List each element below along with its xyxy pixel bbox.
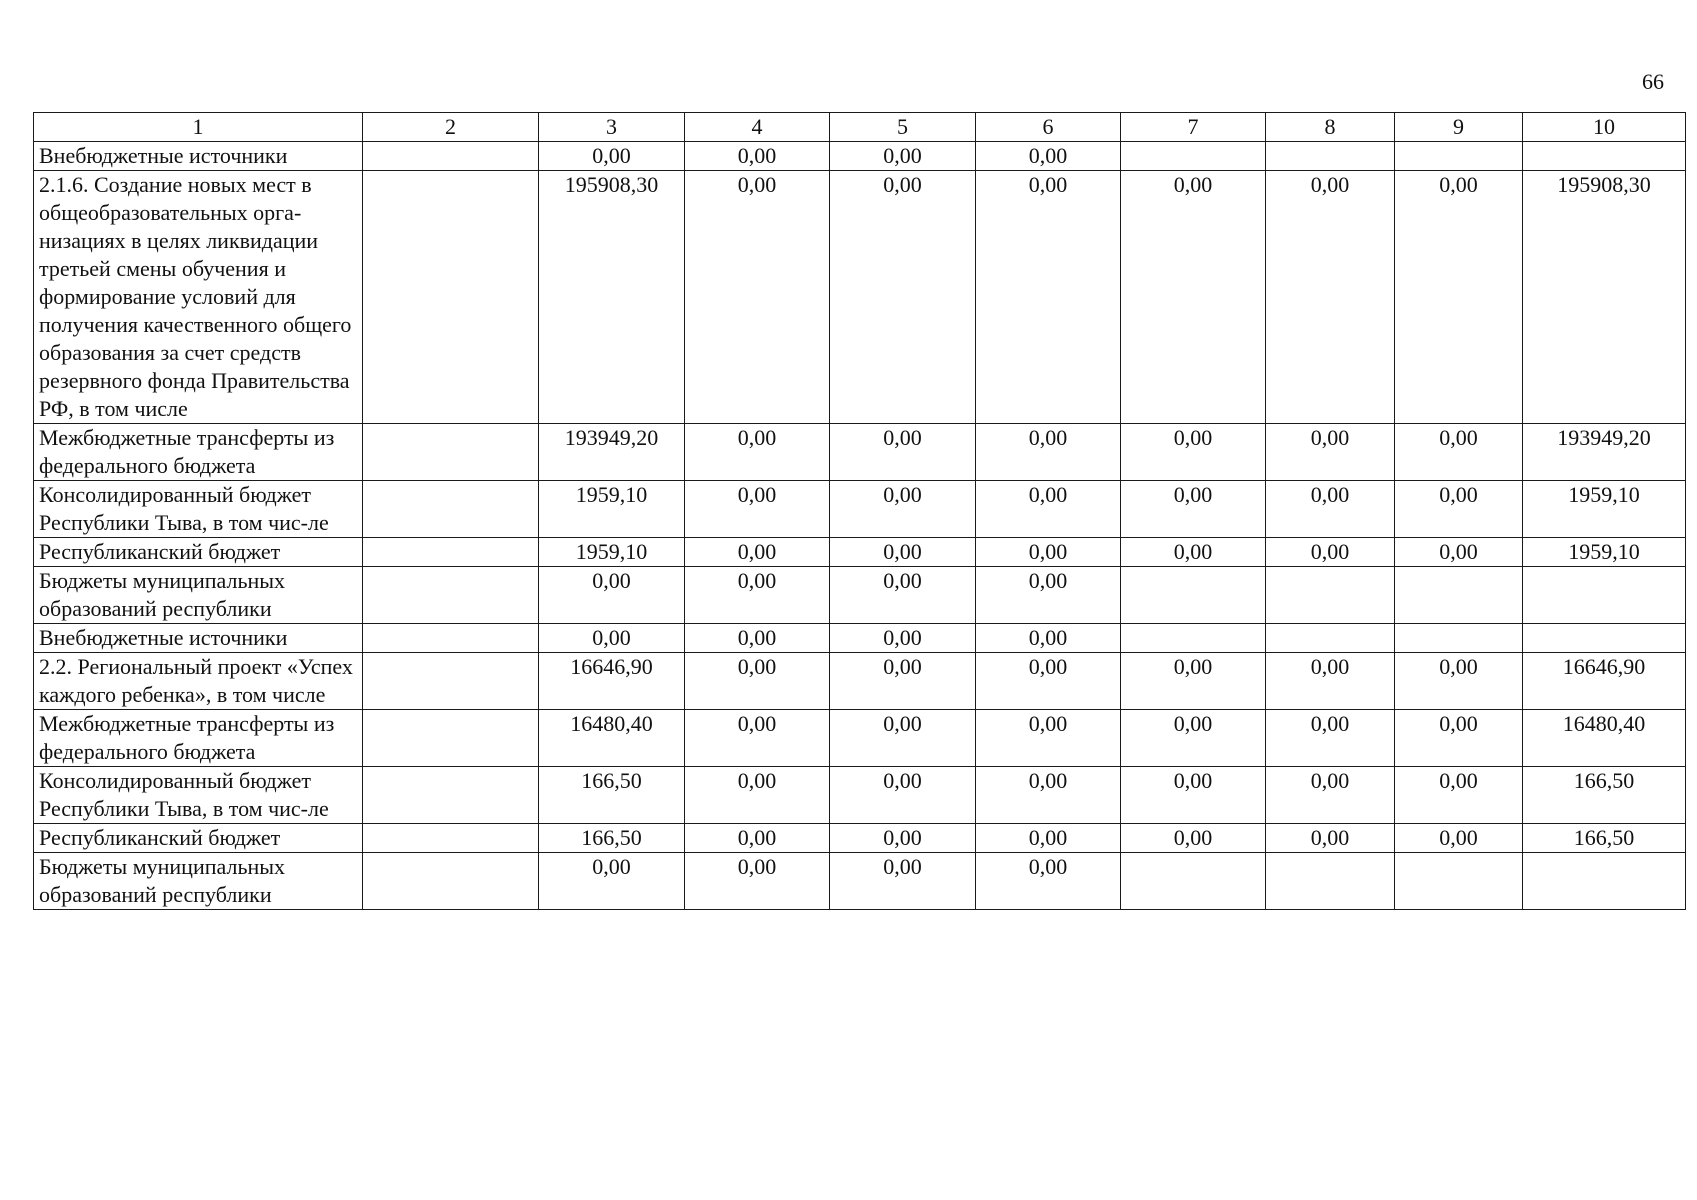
value-cell: 166,50	[539, 824, 685, 853]
value-cell: 0,00	[976, 824, 1121, 853]
column-2-cell	[363, 653, 539, 710]
table-row	[34, 142, 1686, 171]
value-cell: 0,00	[1121, 824, 1266, 853]
value-cell: 0,00	[1266, 710, 1395, 767]
value-cell: 195908,30	[1523, 171, 1686, 424]
value-cell: 1959,10	[1523, 538, 1686, 567]
value-cell: 0,00	[1121, 481, 1266, 538]
column-number-row	[34, 113, 1686, 142]
column-number: 2	[363, 113, 539, 142]
value-cell: 0,00	[685, 142, 830, 171]
value-cell: 0,00	[685, 424, 830, 481]
value-cell	[1121, 624, 1266, 653]
value-cell: 0,00	[1266, 481, 1395, 538]
row-name-cell: Межбюджетные трансферты из федерального бюджета	[34, 710, 363, 767]
value-cell: 193949,20	[1523, 424, 1686, 481]
table-row	[34, 171, 1686, 424]
column-number: 9	[1395, 113, 1523, 142]
value-cell: 0,00	[685, 767, 830, 824]
value-cell	[1121, 142, 1266, 171]
column-2-cell	[363, 710, 539, 767]
table-row	[34, 624, 1686, 653]
value-cell: 0,00	[1266, 767, 1395, 824]
row-name-cell: Республиканский бюджет	[34, 538, 363, 567]
value-cell: 0,00	[539, 142, 685, 171]
value-cell	[1395, 142, 1523, 171]
value-cell: 0,00	[830, 142, 976, 171]
value-cell: 0,00	[685, 481, 830, 538]
value-cell: 0,00	[830, 171, 976, 424]
table-row	[34, 481, 1686, 538]
value-cell	[1395, 567, 1523, 624]
column-2-cell	[363, 767, 539, 824]
value-cell: 0,00	[830, 710, 976, 767]
value-cell: 0,00	[685, 171, 830, 424]
value-cell: 0,00	[1395, 824, 1523, 853]
value-cell: 0,00	[539, 853, 685, 910]
column-2-cell	[363, 824, 539, 853]
value-cell: 0,00	[830, 653, 976, 710]
column-number: 3	[539, 113, 685, 142]
value-cell: 166,50	[1523, 767, 1686, 824]
column-2-cell	[363, 624, 539, 653]
value-cell	[1523, 624, 1686, 653]
value-cell: 0,00	[1121, 767, 1266, 824]
value-cell: 0,00	[1121, 171, 1266, 424]
column-2-cell	[363, 142, 539, 171]
value-cell: 16480,40	[539, 710, 685, 767]
value-cell: 0,00	[1266, 653, 1395, 710]
value-cell: 0,00	[830, 567, 976, 624]
value-cell: 1959,10	[1523, 481, 1686, 538]
value-cell: 0,00	[976, 424, 1121, 481]
value-cell: 166,50	[539, 767, 685, 824]
value-cell: 166,50	[1523, 824, 1686, 853]
value-cell: 0,00	[830, 853, 976, 910]
value-cell: 0,00	[976, 653, 1121, 710]
column-number: 4	[685, 113, 830, 142]
value-cell: 0,00	[1395, 481, 1523, 538]
value-cell	[1395, 853, 1523, 910]
column-2-cell	[363, 567, 539, 624]
column-number: 5	[830, 113, 976, 142]
value-cell: 195908,30	[539, 171, 685, 424]
value-cell: 0,00	[1121, 538, 1266, 567]
row-name-cell: Внебюджетные источники	[34, 142, 363, 171]
column-2-cell	[363, 538, 539, 567]
value-cell: 0,00	[976, 767, 1121, 824]
value-cell: 0,00	[685, 538, 830, 567]
value-cell	[1523, 142, 1686, 171]
value-cell: 0,00	[830, 824, 976, 853]
column-number: 6	[976, 113, 1121, 142]
value-cell: 0,00	[1266, 824, 1395, 853]
value-cell: 16646,90	[1523, 653, 1686, 710]
value-cell: 0,00	[1395, 767, 1523, 824]
value-cell: 0,00	[1395, 653, 1523, 710]
column-2-cell	[363, 481, 539, 538]
value-cell: 0,00	[976, 171, 1121, 424]
value-cell: 0,00	[539, 624, 685, 653]
value-cell: 0,00	[976, 538, 1121, 567]
value-cell: 0,00	[830, 481, 976, 538]
column-2-cell	[363, 853, 539, 910]
row-name-cell: Внебюджетные источники	[34, 624, 363, 653]
value-cell: 0,00	[830, 424, 976, 481]
table-row	[34, 538, 1686, 567]
value-cell	[1121, 853, 1266, 910]
column-number: 10	[1523, 113, 1686, 142]
value-cell: 193949,20	[539, 424, 685, 481]
value-cell	[1395, 624, 1523, 653]
table-row	[34, 767, 1686, 824]
row-name-cell: 2.2. Региональный проект «Успех каждого ребенка», в том числе	[34, 653, 363, 710]
value-cell: 0,00	[976, 710, 1121, 767]
table-row	[34, 824, 1686, 853]
value-cell: 0,00	[830, 624, 976, 653]
value-cell: 0,00	[685, 567, 830, 624]
value-cell: 0,00	[976, 142, 1121, 171]
value-cell: 0,00	[1121, 653, 1266, 710]
column-number: 7	[1121, 113, 1266, 142]
value-cell: 0,00	[976, 624, 1121, 653]
table-row	[34, 424, 1686, 481]
value-cell: 0,00	[1121, 710, 1266, 767]
column-2-cell	[363, 424, 539, 481]
value-cell	[1266, 567, 1395, 624]
row-name-cell: Консолидированный бюджет Республики Тыва, в том чис-ле	[34, 481, 363, 538]
value-cell: 16480,40	[1523, 710, 1686, 767]
value-cell: 1959,10	[539, 481, 685, 538]
value-cell: 0,00	[1395, 424, 1523, 481]
row-name-cell: Республиканский бюджет	[34, 824, 363, 853]
value-cell: 0,00	[685, 824, 830, 853]
value-cell: 0,00	[685, 653, 830, 710]
value-cell: 0,00	[1266, 171, 1395, 424]
value-cell: 0,00	[1395, 710, 1523, 767]
value-cell: 16646,90	[539, 653, 685, 710]
column-number: 1	[34, 113, 363, 142]
value-cell: 0,00	[685, 853, 830, 910]
row-name-cell: 2.1.6. Создание новых мест в общеобразовательных орга-низациях в целях ликвидации третьей смены обучения и формирование условий для получения качественного общего образования за счет средств резервного фонда Правительства РФ, в том числе	[34, 171, 363, 424]
value-cell: 0,00	[1395, 538, 1523, 567]
value-cell: 0,00	[830, 767, 976, 824]
value-cell	[1121, 567, 1266, 624]
budget-table	[33, 112, 1686, 910]
table-row	[34, 853, 1686, 910]
row-name-cell: Бюджеты муниципальных образований республики	[34, 853, 363, 910]
value-cell	[1523, 567, 1686, 624]
column-number: 8	[1266, 113, 1395, 142]
value-cell	[1266, 624, 1395, 653]
value-cell: 0,00	[830, 538, 976, 567]
value-cell: 0,00	[1266, 538, 1395, 567]
value-cell: 0,00	[1121, 424, 1266, 481]
page-number: 66	[1642, 69, 1664, 94]
row-name-cell: Бюджеты муниципальных образований республики	[34, 567, 363, 624]
value-cell	[1266, 142, 1395, 171]
value-cell: 0,00	[685, 624, 830, 653]
table-row	[34, 710, 1686, 767]
value-cell: 1959,10	[539, 538, 685, 567]
value-cell: 0,00	[976, 567, 1121, 624]
table-row	[34, 567, 1686, 624]
value-cell	[1266, 853, 1395, 910]
value-cell	[1523, 853, 1686, 910]
value-cell: 0,00	[1266, 424, 1395, 481]
value-cell: 0,00	[976, 853, 1121, 910]
value-cell: 0,00	[1395, 171, 1523, 424]
value-cell: 0,00	[539, 567, 685, 624]
table-row	[34, 653, 1686, 710]
value-cell: 0,00	[685, 710, 830, 767]
row-name-cell: Консолидированный бюджет Республики Тыва, в том чис-ле	[34, 767, 363, 824]
value-cell: 0,00	[976, 481, 1121, 538]
column-2-cell	[363, 171, 539, 424]
row-name-cell: Межбюджетные трансферты из федерального бюджета	[34, 424, 363, 481]
